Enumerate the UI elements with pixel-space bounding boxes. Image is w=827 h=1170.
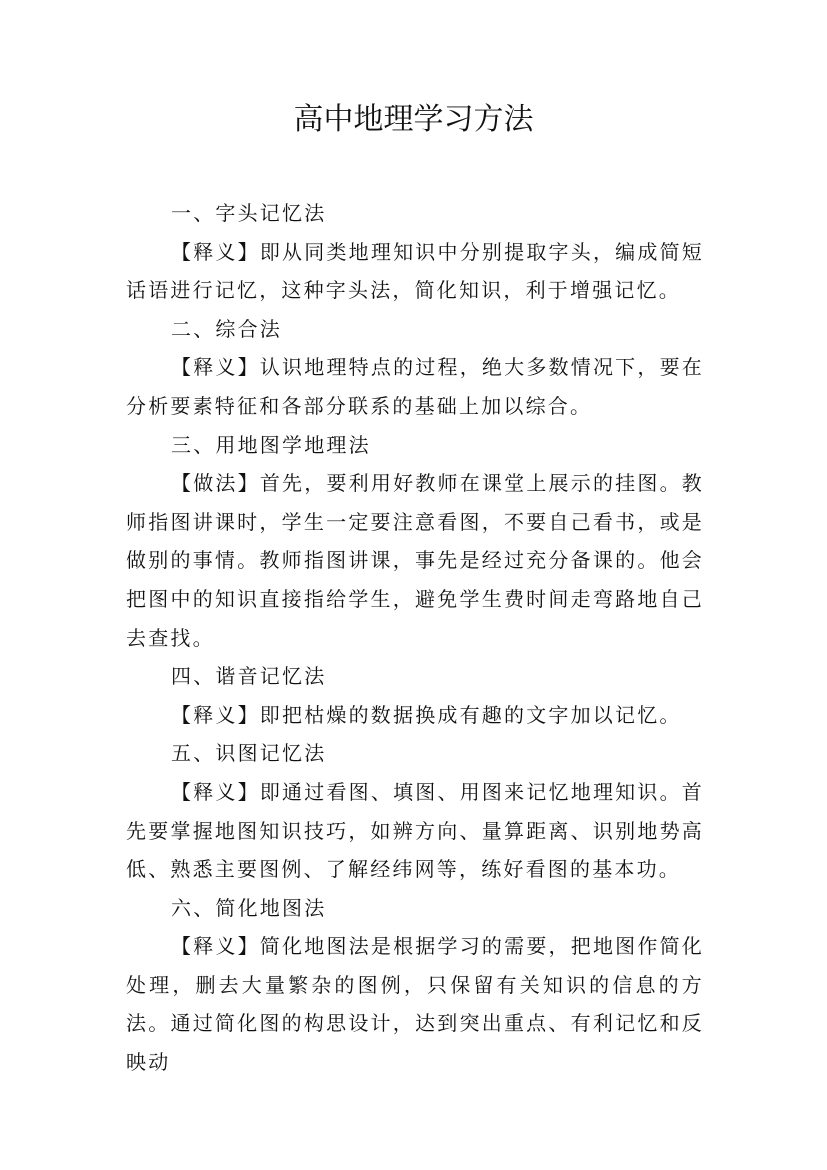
- document-title: 高中地理学习方法: [293, 102, 534, 137]
- section-heading-4: 四、谐音记忆法: [171, 664, 327, 689]
- section-heading-2: 二、综合法: [171, 316, 282, 341]
- section-body-1: 【释义】即从同类地理知识中分别提取字头，编成简短话语进行记忆，这种字头法，简化知识，利于增强记忆。: [126, 239, 704, 303]
- document-body: [126, 194, 704, 1082]
- section-heading-6: 六、简化地图法: [171, 895, 327, 920]
- section-body-2: 【释义】认识地理特点的过程，绝大多数情况下，要在分析要素特征和各部分联系的基础上加以综合。: [126, 355, 704, 418]
- section-heading-3: 三、用地图学地理法: [171, 432, 371, 457]
- section-body-3: 【做法】首先，要利用好教师在课堂上展示的挂图。教师指图讲课时，学生一定要注意看图，不要自己看书，或是做别的事情。教师指图讲课，事先是经过充分备课的。他会把图中的知识直接指给学生，避免学生费时间走弯路地自己去查找。: [126, 471, 704, 650]
- section-body-5: 【释义】即通过看图、填图、用图来记忆地理知识。首先要掌握地图知识技巧，如辨方向、量算距离、识别地势高低、熟悉主要图例、了解经纬网等，练好看图的基本功。: [126, 779, 704, 882]
- section-heading-5: 五、识图记忆法: [171, 741, 327, 766]
- section-body-6: 【释义】简化地图法是根据学习的需要，把地图作简化处理，删去大量繁杂的图例，只保留有关知识的信息的方法。通过简化图的构思设计，达到突出重点、有利记忆和反映动: [126, 934, 704, 1075]
- section-body-4: 【释义】即把枯燥的数据换成有趣的文字加以记忆。: [171, 702, 682, 727]
- section-heading-1: 一、字头记忆法: [171, 201, 327, 225]
